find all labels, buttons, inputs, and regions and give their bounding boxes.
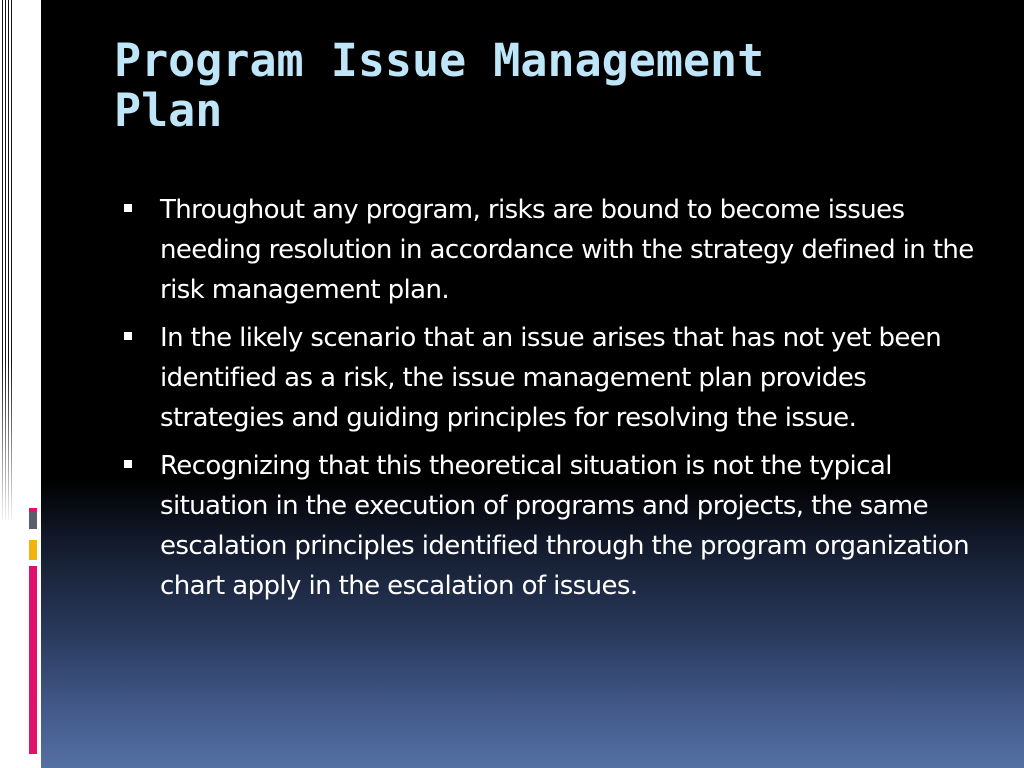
accent-bar-gold [29, 540, 37, 560]
bullet-item [124, 318, 974, 438]
bullet-text: Throughout any program, risks are bound to become issues needing resolution in accordance with the strategy defined in the risk management plan. [160, 195, 974, 305]
accent-bar-gray [29, 512, 37, 529]
square-bullet-icon [124, 460, 132, 468]
bullet-text: Recognizing that this theoretical situation is not the typical situation in the execution of programs and projects, the same escalation principles identified through the program organization chart apply in the escalation of issues. [160, 451, 969, 601]
bullet-text: In the likely scenario that an issue arises that has not yet been identified as a risk, the issue management plan provides strategies and guiding principles for resolving the issue. [160, 323, 942, 433]
slide-title-line-1: Program Issue Management [114, 34, 765, 87]
bullet-item [124, 190, 974, 310]
bullet-list [124, 190, 974, 614]
accent-bar-pink [29, 566, 37, 754]
slide-title [114, 34, 974, 138]
lines-fade [0, 360, 20, 530]
slide-title-line-2: Plan [114, 84, 223, 137]
square-bullet-icon [124, 332, 132, 340]
bullet-item [124, 446, 974, 606]
square-bullet-icon [124, 204, 132, 212]
